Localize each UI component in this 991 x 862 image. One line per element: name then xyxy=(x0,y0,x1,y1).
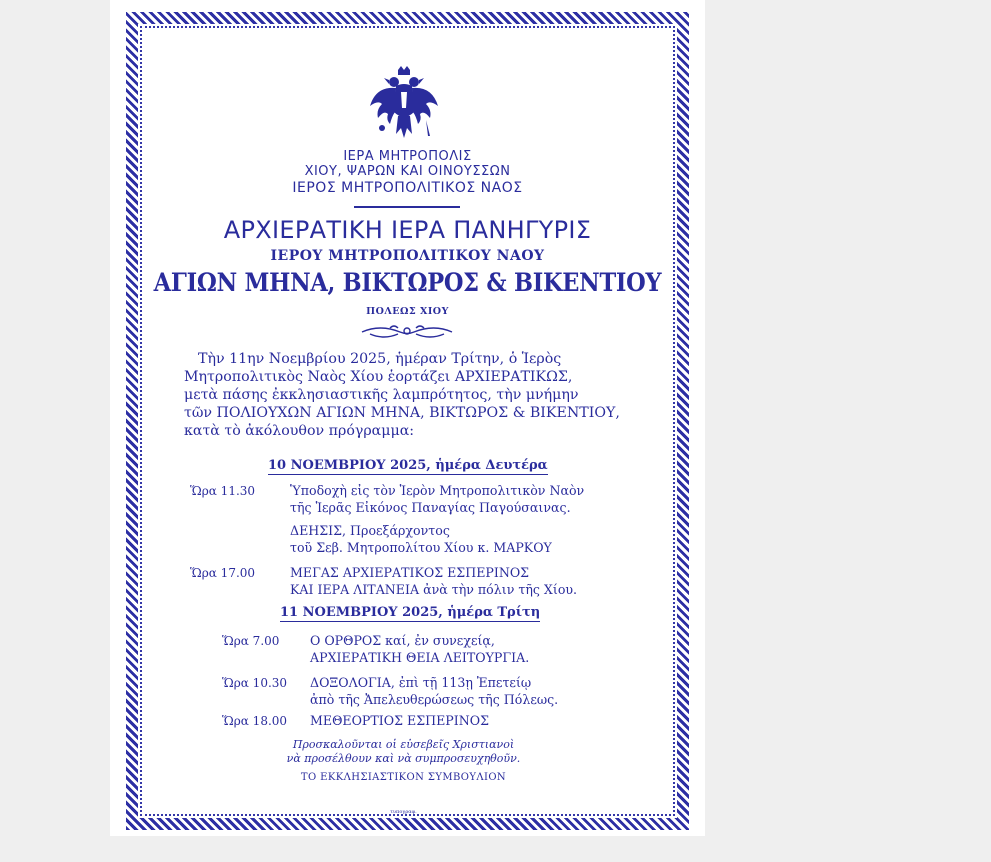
day2-event2-line2: ἀπὸ τῆς Ἀπελευθερώσεως τῆς Πόλεως. xyxy=(310,692,559,707)
city-name: ΠΟΛΕΩΣ ΧΙΟΥ xyxy=(366,306,449,317)
council-signature: ΤΟ ΕΚΚΛΗΣΙΑΣΤΙΚΟΝ ΣΥΜΒΟΥΛΙΟΝ xyxy=(300,772,507,783)
day2-time2: Ὥρα 10.30 xyxy=(222,676,288,690)
intro-line: Τὴν 11ην Νοεμβρίου 2025, ἡμέραν Τρίτην, ὁ Ἱερὸς xyxy=(198,351,562,367)
day2-event2-line1: ΔΟΞΟΛΟΓΙΑ, ἐπὶ τῇ 113ῃ Ἐπετείῳ xyxy=(310,675,532,690)
intro-line: Μητροπολιτικὸς Ναὸς Χίου ἑορτάζει ΑΡΧΙΕΡΑΤΙΚΩΣ, xyxy=(184,369,573,385)
day1-time2: Ὥρα 17.00 xyxy=(190,566,256,580)
printer-mark: τυπογραφ. xyxy=(390,809,417,815)
day2-event3-line1: ΜΕΘΕΟΡΤΙΟΣ ΕΣΠΕΡΙΝΟΣ xyxy=(310,713,489,728)
intro-line: κατὰ τὸ ἀκόλουθον πρόγραμμα: xyxy=(184,423,415,439)
invitation-line2: νὰ προσέλθουν καὶ νὰ συμπροσευχηθοῦν. xyxy=(286,752,521,765)
day1-event2-line1: ΜΕΓΑΣ ΑΡΧΙΕΡΑΤΙΚΟΣ ΕΣΠΕΡΙΝΟΣ xyxy=(290,565,530,580)
invitation-line1: Προσκαλοῦνται οἱ εὐσεβεῖς Χριστιανοὶ xyxy=(292,738,515,751)
day1-event2-line2: ΚΑΙ ΙΕΡΑ ΛΙΤΑΝΕΙΑ ἀνὰ τὴν πόλιν τῆς Χίου. xyxy=(290,582,578,597)
day1-event1-line1: Ὑποδοχὴ εἰς τὸν Ἱερὸν Μητροπολιτικὸν Ναὸν xyxy=(290,483,585,498)
day1-event1-line4: τοῦ Σεβ. Μητροπολίτου Χίου κ. ΜΑΡΚΟΥ xyxy=(290,540,552,555)
poster-sheet xyxy=(110,0,705,836)
feast-title: ΑΡΧΙΕΡΑΤΙΚΗ ΙΕΡΑ ΠΑΝΗΓΥΡΙΣ xyxy=(223,216,592,244)
header-divider xyxy=(354,206,460,208)
intro-line: μετὰ πάσης ἐκκλησιαστικῆς λαμπρότητος, τὴν μνήμην xyxy=(184,387,579,403)
day2-time1: Ὥρα 7.00 xyxy=(222,634,280,648)
day1-time1: Ὥρα 11.30 xyxy=(190,484,256,498)
saints-title: ΑΓΙΩΝ ΜΗΝΑ, ΒΙΚΤΩΡΟΣ & ΒΙΚΕΝΤΙΟΥ xyxy=(153,268,662,297)
day1-event1-line3: ΔΕΗΣΙΣ, Προεξάρχοντος xyxy=(290,523,450,538)
poster-content xyxy=(110,0,705,836)
day1-heading: 10 ΝΟΕΜΒΡΙΟΥ 2025, ἡμέρα Δευτέρα xyxy=(268,458,548,473)
metropolis-region: ΧΙΟΥ, ΨΑΡΩΝ ΚΑΙ ΟΙΝΟΥΣΣΩΝ xyxy=(304,164,511,179)
day2-heading: 11 ΝΟΕΜΒΡΙΟΥ 2025, ἡμέρα Τρίτη xyxy=(280,605,541,620)
day1-event1-line2: τῆς Ἱερᾶς Εἰκόνος Παναγίας Παγούσαινας. xyxy=(290,500,571,515)
intro-paragraph xyxy=(184,350,644,440)
day2-event1-line2: ΑΡΧΙΕΡΑΤΙΚΗ ΘΕΙΑ ΛΕΙΤΟΥΡΓΙΑ. xyxy=(310,650,530,665)
ornament-flourish-icon xyxy=(360,322,454,342)
metropolis-name: ΙΕΡΑ ΜΗΤΡΟΠΟΛΙΣ xyxy=(343,149,472,164)
double-headed-eagle-icon xyxy=(368,66,440,142)
day2-time3: Ὥρα 18.00 xyxy=(222,714,288,728)
feast-subtitle: ΙΕΡΟΥ ΜΗΤΡΟΠΟΛΙΤΙΚΟΥ ΝΑΟΥ xyxy=(270,248,545,264)
day2-event1-line1: Ο ΟΡΘΡΟΣ καί, ἐν συνεχείᾳ, xyxy=(310,633,495,648)
cathedral-name: ΙΕΡΟΣ ΜΗΤΡΟΠΟΛΙΤΙΚΟΣ ΝΑΟΣ xyxy=(292,180,523,196)
intro-line: τῶν ΠΟΛΙΟΥΧΩΝ ΑΓΙΩΝ ΜΗΝΑ, ΒΙΚΤΩΡΟΣ & ΒΙΚΕΝΤΙΟΥ, xyxy=(184,405,620,421)
